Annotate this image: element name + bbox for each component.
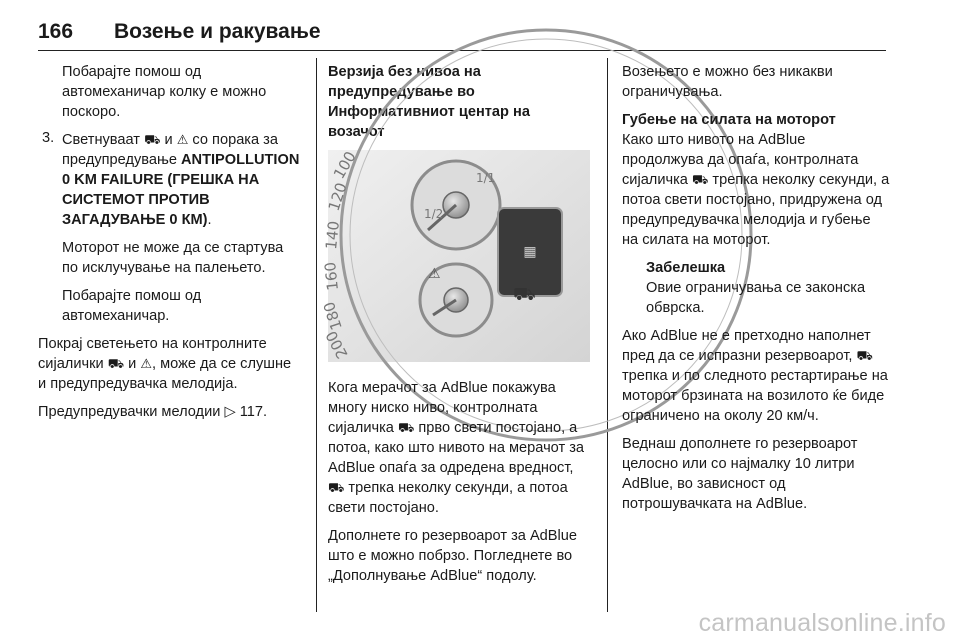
list-number: 3. bbox=[42, 130, 55, 146]
text: трепка неколку секунди, а потоа свети постојано, придружена од предупредувачка мелодија и губење на силата на моторот. bbox=[622, 172, 890, 248]
engine-warning-icon: ⚠ bbox=[140, 356, 152, 371]
watermark: carmanualsonline.info bbox=[698, 609, 946, 637]
adblue-warning-icon: ⛟ bbox=[107, 356, 125, 371]
gauge-tick-label: 180 bbox=[319, 299, 346, 333]
page-number: 166 bbox=[38, 20, 74, 43]
reference-arrow-icon: ▷ bbox=[224, 404, 236, 420]
column-divider-1 bbox=[316, 58, 317, 612]
instrument-cluster-image bbox=[319, 148, 590, 362]
column-3 bbox=[622, 62, 890, 522]
gauge-tick-label: 120 bbox=[324, 180, 351, 214]
text: Предупредувачки мелодии bbox=[38, 404, 221, 420]
text: Покрај светењето на контролните сијалички bbox=[38, 336, 267, 372]
note-text: Овие ограничувања се законска обврска. bbox=[646, 280, 866, 316]
section-heading: Губење на силата на моторот bbox=[622, 112, 836, 128]
paragraph: Моторот не може да се стартува по исклучување на палењето. bbox=[62, 240, 284, 276]
text: , може да се слушне и предупредувачка мелодија. bbox=[38, 356, 292, 392]
text: и bbox=[164, 132, 173, 148]
column-divider-2 bbox=[607, 58, 608, 612]
adblue-warning-icon: ⛟ bbox=[328, 480, 345, 495]
paragraph bbox=[38, 334, 303, 394]
page-reference-link[interactable]: 117. bbox=[239, 404, 268, 420]
gauge-tick-label: 160 bbox=[321, 261, 342, 292]
gauge-tick-label: 200 bbox=[322, 327, 352, 362]
column-1 bbox=[38, 62, 303, 430]
adblue-warning-icon: ⛟ bbox=[691, 172, 709, 187]
list-item-3 bbox=[38, 130, 303, 326]
paragraph bbox=[328, 378, 590, 518]
page-title: Возење и ракување bbox=[114, 20, 321, 43]
paragraph: Возењето е можно без никакви ограничувања. bbox=[622, 64, 833, 100]
paragraph: Побарајте помош од автомеханичар колку е можно поскоро. bbox=[62, 64, 267, 120]
header-rule bbox=[38, 50, 886, 51]
note-title: Забелешка bbox=[646, 260, 726, 276]
engine-warning-icon: ⚠ bbox=[428, 266, 441, 282]
text: Ако AdBlue не е претходно наполнет пред да се испразни резервоарот, bbox=[622, 328, 871, 364]
note-box bbox=[622, 258, 890, 318]
text: прво свети постојано, а потоа, како што нивото на мерачот за AdBlue опаѓа за одредена вредност, bbox=[328, 420, 585, 476]
gauge-tick-label: 140 bbox=[322, 220, 343, 251]
text: трепка и по следното рестартирање на моторот брзината на возилото ќе биде ограничено на околу 20 км/ч. bbox=[622, 368, 888, 424]
gauge-tick-label: 1/2 bbox=[424, 207, 444, 221]
text: Светнуваат bbox=[62, 132, 140, 148]
text: со порака за предупредување bbox=[62, 132, 278, 168]
engine-warning-icon: ⚠ bbox=[176, 132, 189, 147]
gauge-tick-label: 100 bbox=[329, 148, 360, 182]
adblue-warning-icon: ⛟ bbox=[856, 348, 873, 363]
paragraph bbox=[38, 402, 303, 422]
adblue-warning-icon: ⛟ bbox=[513, 284, 536, 305]
adblue-warning-icon: ⛟ bbox=[397, 420, 415, 435]
column-2 bbox=[319, 62, 590, 594]
paragraph bbox=[622, 130, 890, 250]
paragraph: Побарајте помош од автомеханичар. bbox=[62, 288, 202, 324]
text: Кога мерачот за AdBlue покажува многу ниско ниво, контролната сијаличка bbox=[328, 380, 556, 436]
paragraph: Веднаш дополнете го резервоарот целосно или со најмалку 10 литри AdBlue, во зависност од потрошувачката на AdBlue. bbox=[622, 436, 858, 512]
text: и bbox=[128, 356, 137, 372]
section-heading: Верзија без нивоа на предупредување во Информативниот центар на возачот bbox=[328, 64, 530, 140]
text: трепка неколку секунди, а потоа свети постојано. bbox=[328, 480, 568, 516]
paragraph bbox=[622, 326, 890, 426]
display-glyph: ▦ bbox=[523, 244, 537, 260]
text: Како што нивото на AdBlue продолжува да опаѓа, контролната сијаличка bbox=[622, 132, 859, 188]
adblue-warning-icon: ⛟ bbox=[144, 132, 161, 147]
gauge-tick-label: 1/1 bbox=[476, 171, 496, 185]
warning-message: ANTIPOLLUTION 0 KM FAILURE (ГРЕШКА НА СИСТЕМОТ ПРОТИВ ЗАГАДУВАЊЕ 0 КМ) bbox=[62, 152, 300, 228]
paragraph: Дополнете го резервоарот за AdBlue што е можно побрзо. Погледнете во „Дополнување AdBlue“ подолу. bbox=[328, 528, 577, 584]
text: . bbox=[207, 212, 212, 228]
